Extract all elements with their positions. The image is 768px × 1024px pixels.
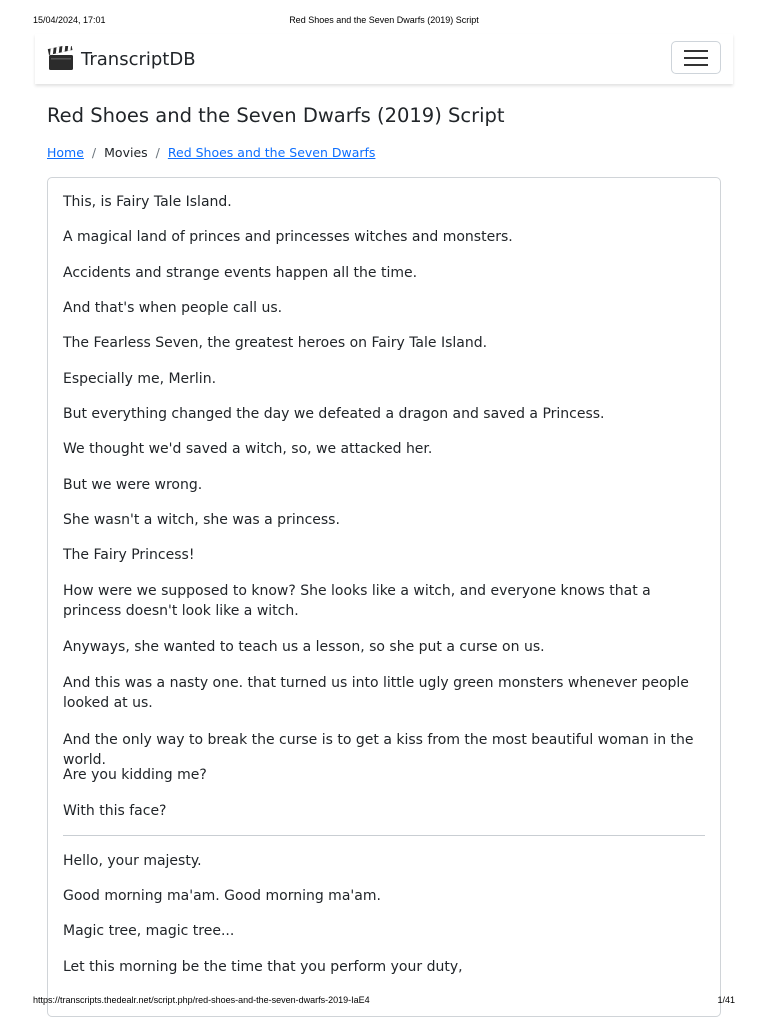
- script-line: But everything changed the day we defeated a dragon and saved a Princess.: [63, 406, 605, 422]
- print-url: https://transcripts.thedealr.net/script.php/red-shoes-and-the-seven-dwarfs-2019-IaE4: [33, 995, 370, 1005]
- breadcrumb-separator: /: [91, 145, 97, 160]
- script-line: Anyways, she wanted to teach us a lesson, so she put a curse on us.: [63, 639, 545, 655]
- breadcrumb-separator: /: [155, 145, 160, 160]
- script-line: Are you kidding me?: [63, 767, 207, 783]
- script-line: With this face?: [63, 803, 167, 819]
- brand-link[interactable]: [47, 46, 196, 72]
- script-line: And the only way to break the curse is to get a kiss from the most beautiful woman in the world.: [63, 732, 694, 768]
- hamburger-menu-icon: [684, 50, 708, 66]
- breadcrumb-movies: Movies: [104, 145, 148, 160]
- script-line: And this was a nasty one. that turned us into little ugly green monsters whenever people looked at us.: [63, 675, 689, 711]
- script-line: Accidents and strange events happen all the time.: [63, 265, 418, 281]
- script-line: How were we supposed to know? She looks like a witch, and everyone knows that a princess doesn't look like a witch.: [63, 583, 651, 619]
- script-line: Let this morning be the time that you perform your duty,: [63, 959, 463, 975]
- breadcrumb-home-link[interactable]: Home: [47, 145, 84, 160]
- script-line: But we were wrong.: [63, 477, 203, 493]
- breadcrumb-current-link[interactable]: Red Shoes and the Seven Dwarfs: [167, 145, 376, 160]
- script-line: Especially me, Merlin.: [63, 371, 217, 387]
- print-doc-title: Red Shoes and the Seven Dwarfs (2019) Script: [289, 15, 479, 25]
- page-title: Red Shoes and the Seven Dwarfs (2019) Script: [47, 104, 505, 127]
- script-line: The Fearless Seven, the greatest heroes on Fairy Tale Island.: [63, 335, 488, 351]
- navbar: [35, 34, 733, 84]
- script-line: A magical land of princes and princesses witches and monsters.: [63, 229, 513, 245]
- print-page-number: 1/41: [717, 995, 735, 1005]
- script-line: This, is Fairy Tale Island.: [63, 194, 232, 210]
- script-line: The Fairy Princess!: [63, 547, 195, 563]
- script-line: And that's when people call us.: [63, 300, 283, 316]
- section-divider: [63, 835, 705, 836]
- print-header: [0, 15, 768, 29]
- print-footer: [0, 995, 768, 1009]
- script-line: We thought we'd saved a witch, so, we attacked her.: [63, 441, 433, 457]
- breadcrumb: [47, 145, 375, 160]
- print-datetime: 15/04/2024, 17:01: [33, 15, 106, 25]
- script-line: She wasn't a witch, she was a princess.: [63, 512, 340, 528]
- script-line: Good morning ma'am. Good morning ma'am.: [63, 888, 381, 904]
- script-card: [47, 177, 721, 1017]
- brand-name: TranscriptDB: [81, 48, 196, 70]
- navbar-toggle-button[interactable]: [671, 41, 721, 74]
- script-line: Hello, your majesty.: [63, 853, 202, 869]
- clapperboard-icon: [47, 46, 75, 72]
- script-line: Magic tree, magic tree...: [63, 923, 235, 939]
